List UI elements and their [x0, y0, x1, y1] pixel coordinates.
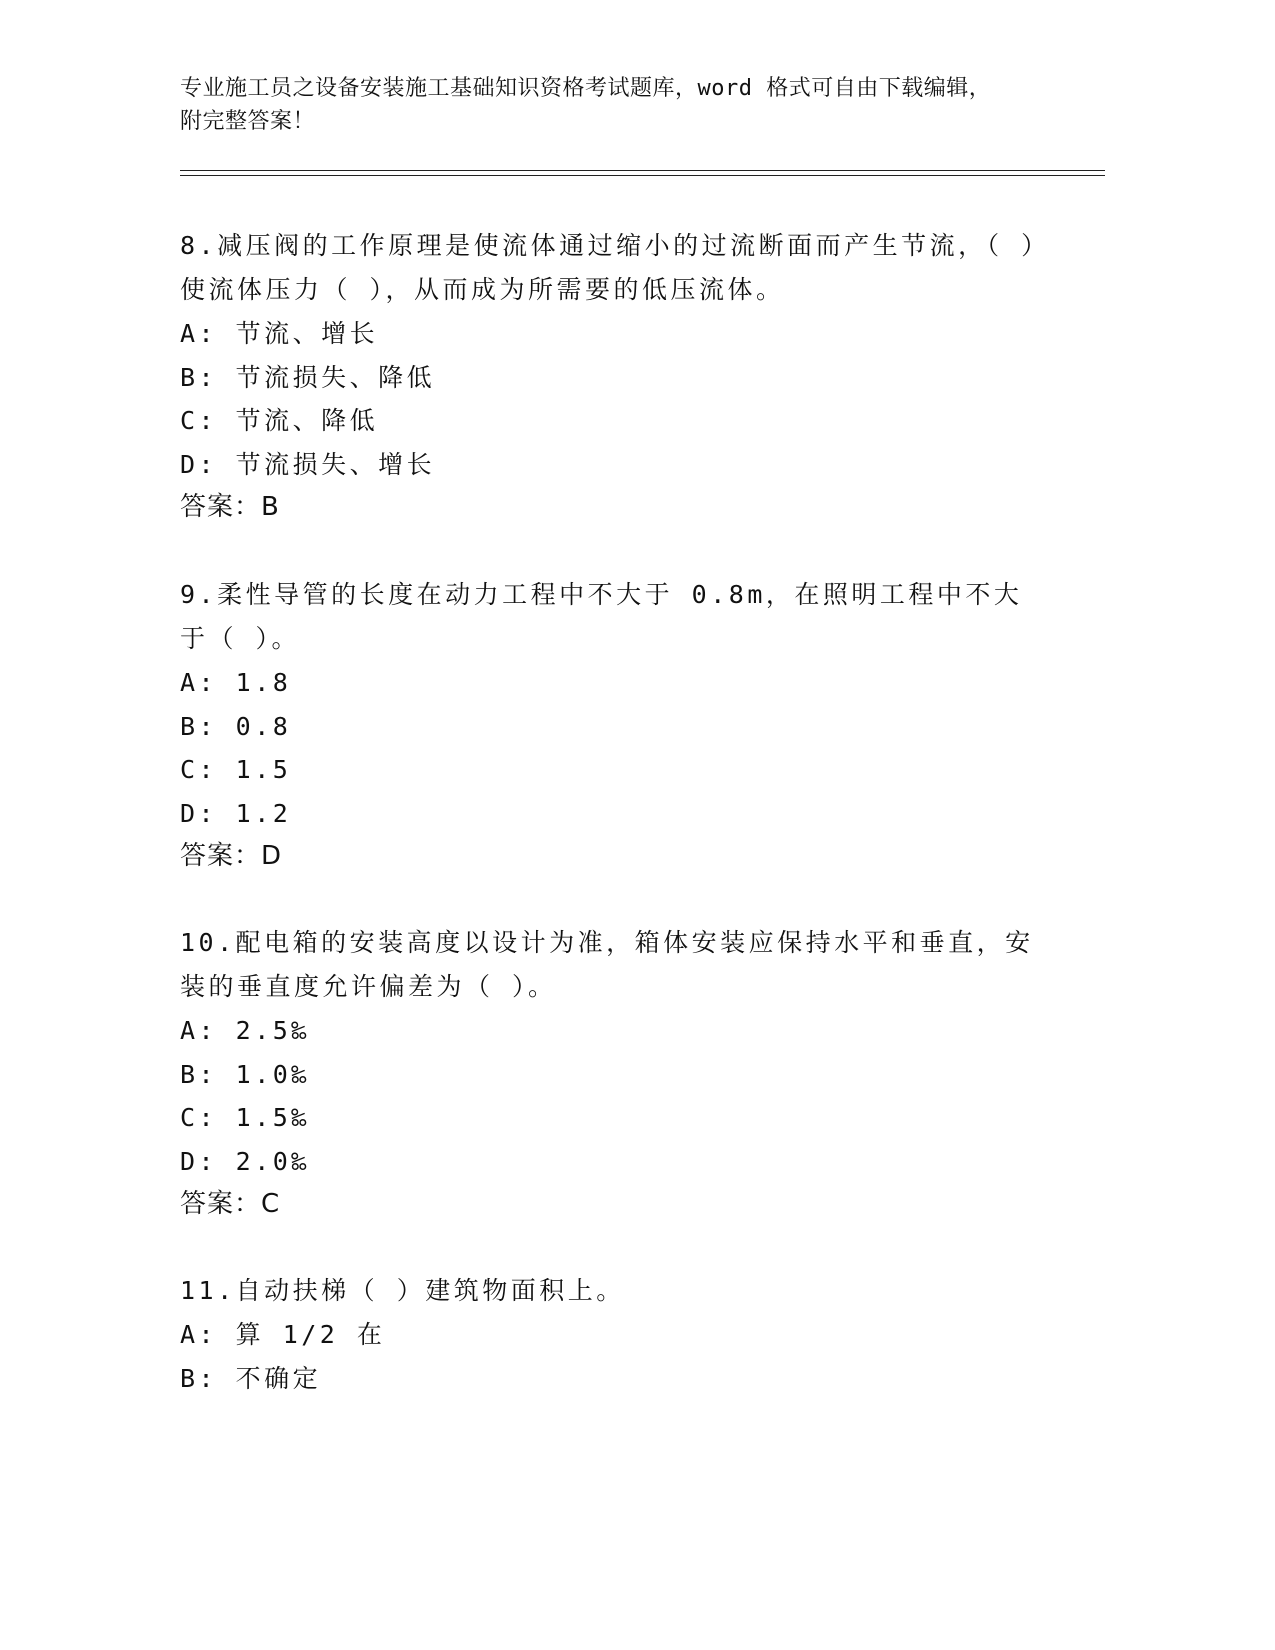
answer-line: 答案：D — [180, 841, 283, 871]
question-stem: 减压阀的工作原理是使流体通过缩小的过流断面而产生节流，（ ）使流体压力（ ），从而成为所需要的低压流体。 — [180, 231, 1038, 304]
header-divider-bottom — [180, 175, 1105, 176]
option-a: A: 1.8 — [180, 668, 292, 697]
question-11 — [180, 1269, 1040, 1400]
option-d: D: 1.2 — [180, 798, 292, 828]
question-number: 9. — [180, 580, 218, 609]
header-line-2: 附完整答案！ — [180, 109, 316, 134]
question-8 — [180, 224, 1040, 530]
question-number: 10. — [180, 928, 236, 957]
header-divider-top — [180, 170, 1105, 171]
question-9 — [180, 573, 1040, 879]
option-a: A: 节流、增长 — [180, 319, 379, 348]
question-text — [180, 921, 1040, 1009]
option-d: D: 节流损失、增长 — [180, 449, 436, 479]
question-stem: 自动扶梯（ ）建筑物面积上。 — [235, 1276, 625, 1305]
option-b: B: 不确定 — [180, 1363, 322, 1393]
answer-line: 答案：B — [180, 492, 280, 522]
option-b: B: 节流损失、降低 — [180, 362, 436, 392]
option-c: C: 1.5 — [180, 755, 292, 784]
document-header — [180, 72, 1080, 138]
answer-line: 答案：C — [180, 1189, 281, 1219]
option-a: A: 2.5‰ — [180, 1016, 310, 1045]
question-10 — [180, 921, 1040, 1227]
question-number: 8. — [180, 231, 218, 260]
option-b: B: 0.8 — [180, 711, 292, 741]
header-line-1: 专业施工员之设备安装施工基础知识资格考试题库，word 格式可自由下载编辑， — [180, 76, 992, 101]
question-text — [180, 1269, 1040, 1313]
option-d: D: 2.0‰ — [180, 1146, 310, 1176]
option-b: B: 1.0‰ — [180, 1059, 310, 1089]
option-a: A: 算 1/2 在 — [180, 1320, 386, 1349]
question-stem: 配电箱的安装高度以设计为准，箱体安装应保持水平和垂直，安装的垂直度允许偏差为（ ）。 — [180, 928, 1034, 1001]
question-text — [180, 224, 1040, 312]
question-stem: 柔性导管的长度在动力工程中不大于 0.8m，在照明工程中不大于（ ）。 — [180, 580, 1023, 653]
question-number: 11. — [180, 1276, 236, 1305]
option-c: C: 1.5‰ — [180, 1103, 310, 1132]
question-text — [180, 573, 1040, 661]
option-c: C: 节流、降低 — [180, 406, 379, 435]
